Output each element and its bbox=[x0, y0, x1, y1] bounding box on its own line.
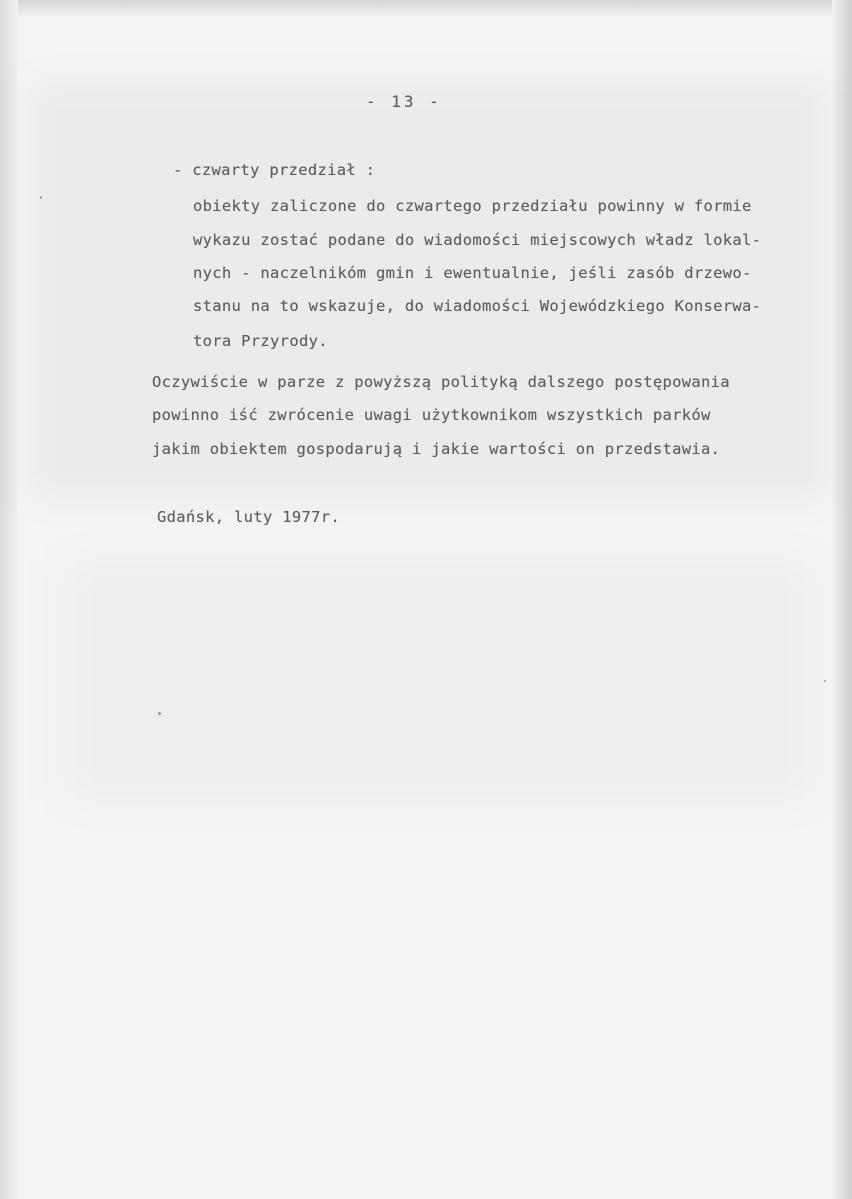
scan-speck bbox=[824, 680, 826, 682]
paragraph-line: jakim obiektem gospodarują i jakie wartości on przedstawia. bbox=[152, 440, 721, 458]
paragraph-line: nych - naczelnikóm gmin i ewentualnie, jeśli zasób drzewo- bbox=[193, 264, 752, 282]
scan-edge-top bbox=[0, 0, 852, 16]
scan-speck bbox=[158, 712, 161, 715]
place-date: Gdańsk, luty 1977r. bbox=[157, 508, 341, 526]
scan-speck bbox=[40, 196, 42, 199]
paragraph-line: wykazu zostać podane do wiadomości miejscowych władz lokal- bbox=[193, 231, 762, 249]
scan-edge-left bbox=[0, 0, 18, 1199]
paragraph-line: Oczywiście w parze z powyższą polityką dalszego postępowania bbox=[152, 373, 730, 391]
paper-shading bbox=[30, 80, 830, 500]
paragraph-line: obiekty zaliczone do czwartego przedziału powinny w formie bbox=[193, 197, 752, 215]
paragraph-line: stanu na to wskazuje, do wiadomości Wojewódzkiego Konserwa- bbox=[193, 297, 762, 315]
paper-shading bbox=[60, 560, 820, 800]
paragraph-line: powinno iść zwrócenie uwagi użytkownikom wszystkich parków bbox=[152, 406, 711, 424]
scan-edge-right bbox=[832, 0, 852, 1199]
section-heading: - czwarty przedział : bbox=[173, 161, 376, 179]
paragraph-line: tora Przyrody. bbox=[193, 332, 328, 350]
page-number: - 13 - bbox=[366, 92, 442, 111]
